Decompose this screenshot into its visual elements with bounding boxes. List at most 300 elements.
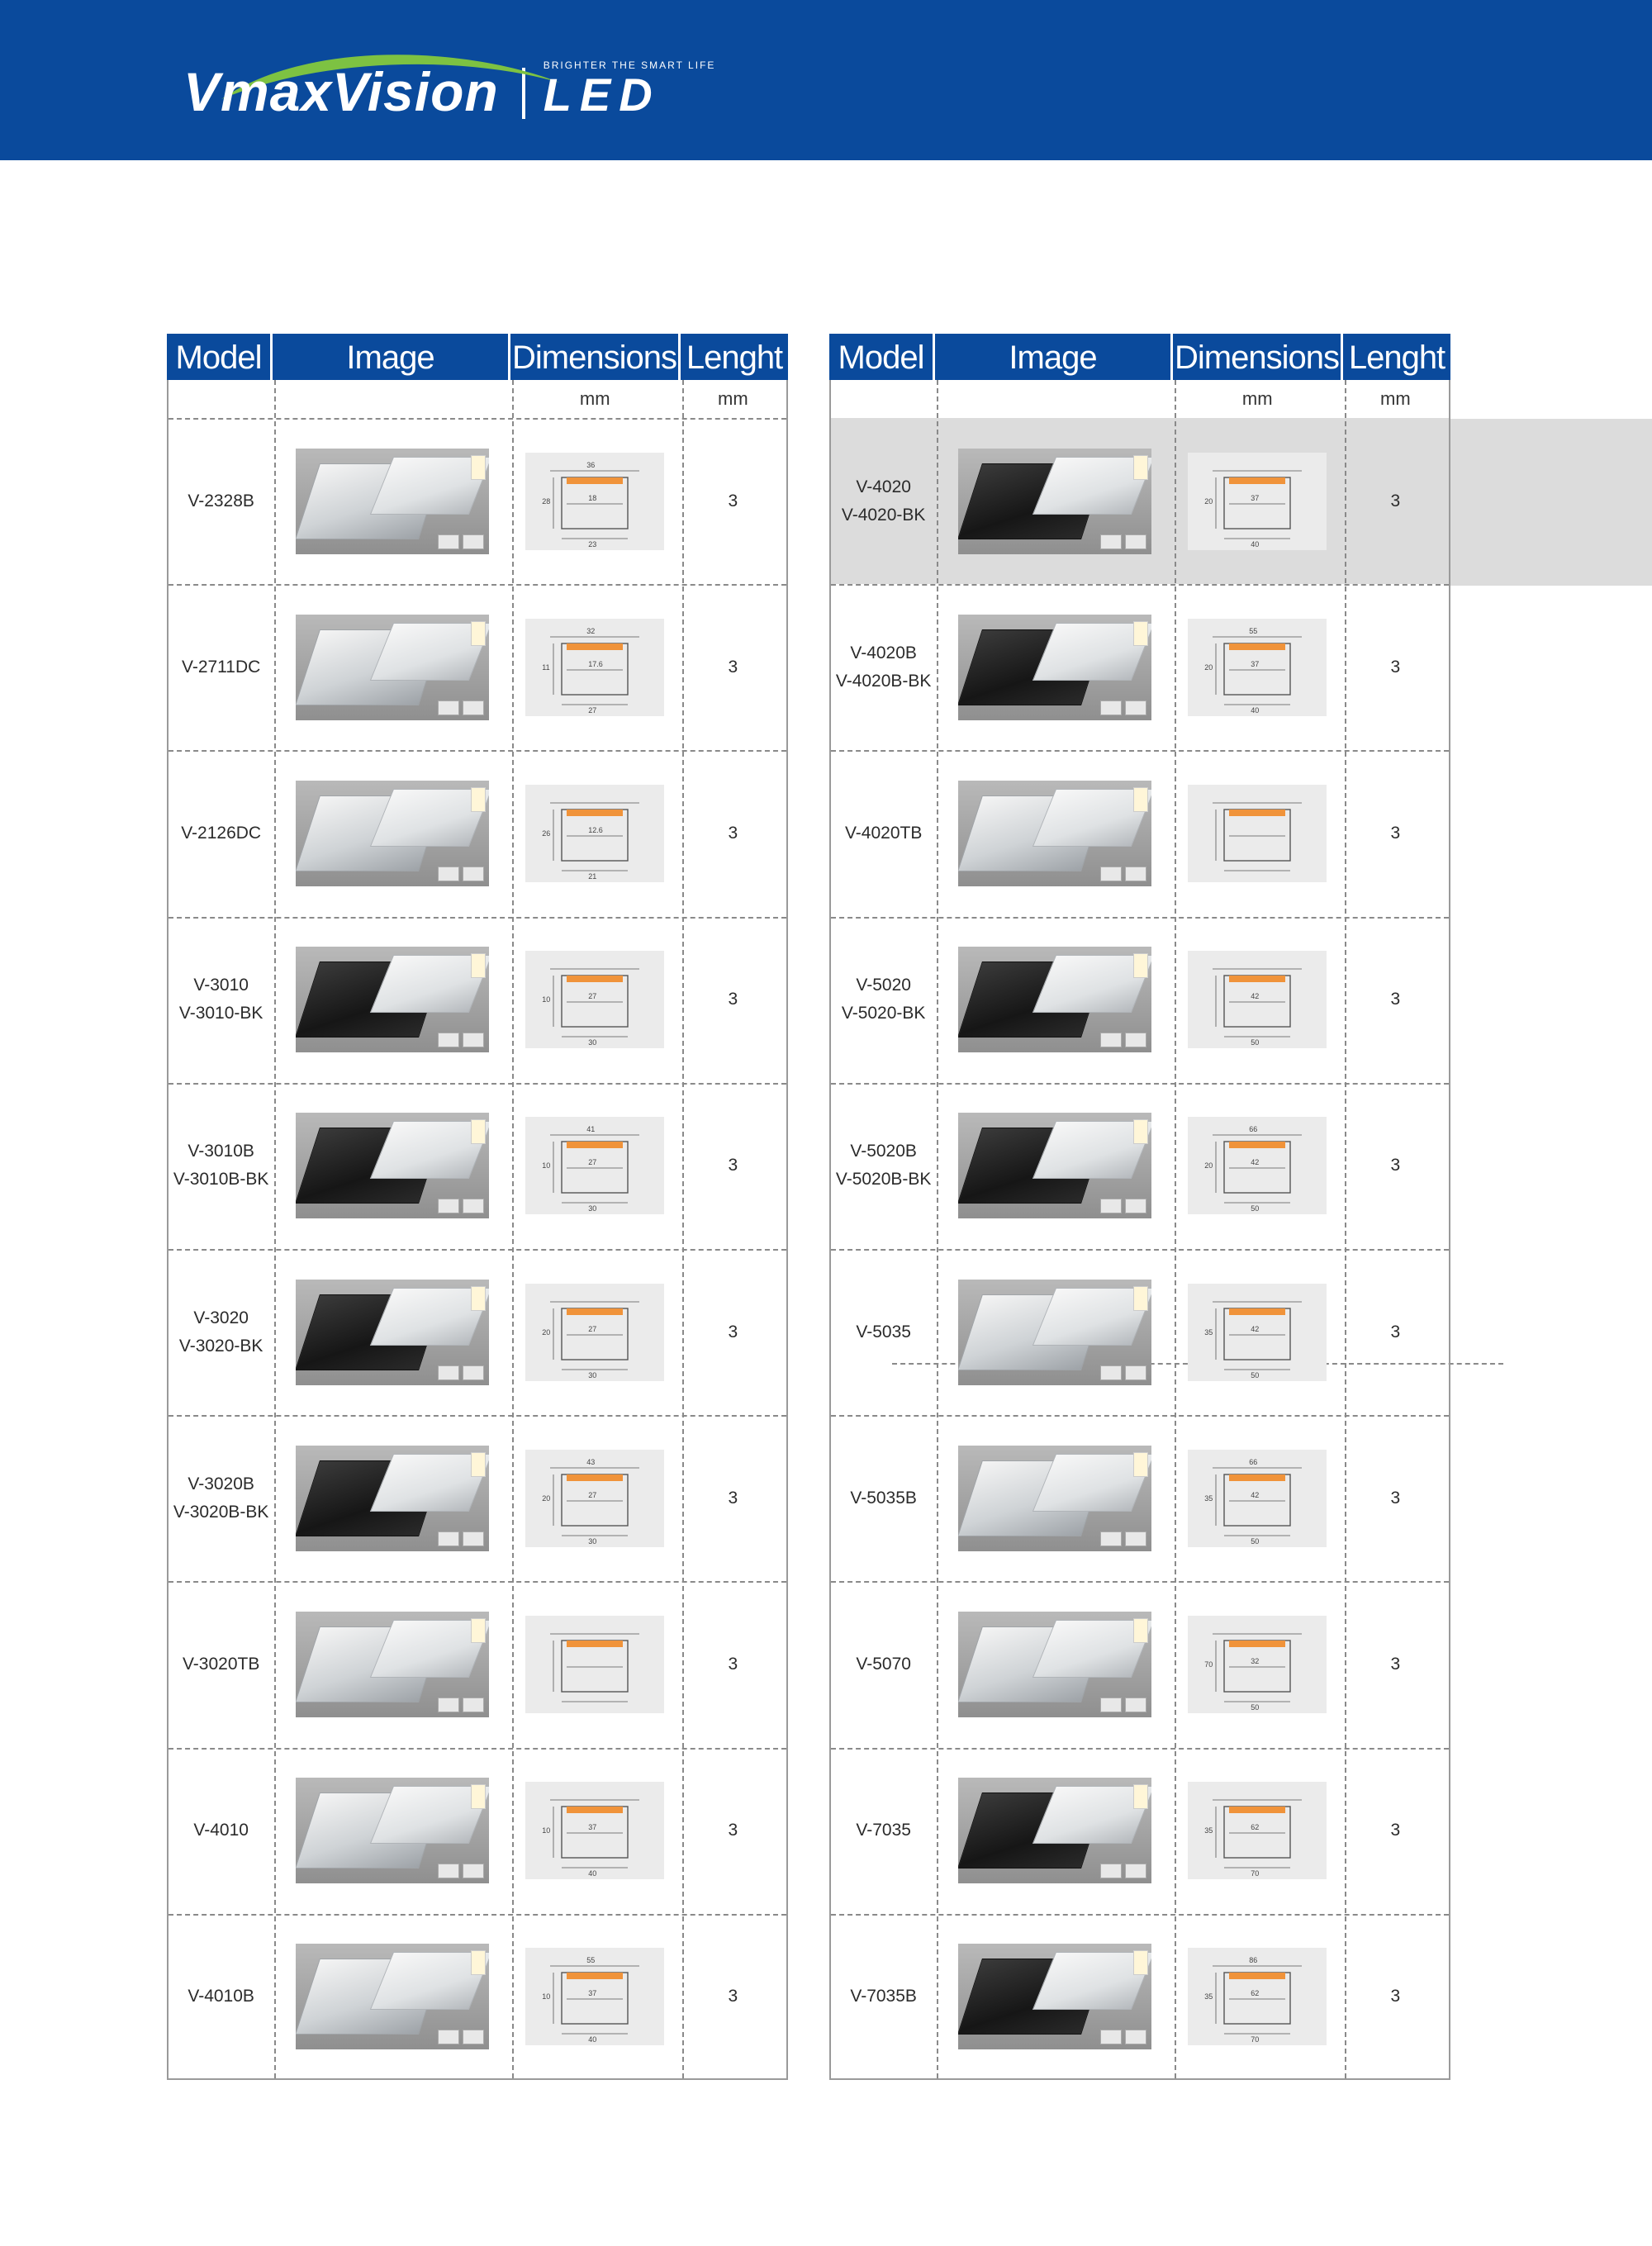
end-cap-icon — [463, 1199, 484, 1213]
table-row — [831, 1249, 1449, 1415]
dimension-drawing — [1188, 785, 1327, 882]
model-name: V-3020B — [188, 1474, 254, 1493]
table-row — [831, 1914, 1449, 2080]
dimension-label: 40 — [588, 1869, 597, 1878]
mounting-clip-icon — [1100, 534, 1122, 549]
dimension-label: 30 — [588, 1536, 597, 1546]
dimension-label: 27 — [588, 1490, 597, 1499]
end-cap-icon — [463, 1864, 484, 1878]
dimension-drawing — [525, 1284, 664, 1381]
dimension-label: 37 — [588, 1823, 597, 1832]
length-cell — [680, 1083, 786, 1249]
end-cap-icon — [463, 1365, 484, 1380]
mounting-clip-icon — [1100, 1365, 1122, 1380]
length-value: 3 — [1390, 1488, 1401, 1508]
dimension-label: 37 — [1251, 493, 1260, 502]
dimension-label: 20 — [1204, 1161, 1213, 1170]
length-cell — [1342, 1914, 1449, 2080]
dimensions-cell — [510, 1083, 680, 1249]
table-row — [831, 917, 1449, 1083]
dimension-label: 50 — [1251, 1536, 1260, 1546]
model-name: V-3010B-BK — [173, 1170, 269, 1189]
image-cell — [936, 1415, 1172, 1581]
image-cell — [273, 418, 510, 584]
header-model: Model — [167, 334, 273, 380]
image-cell — [273, 750, 510, 916]
product-photo — [958, 1446, 1151, 1551]
table-row — [831, 418, 1449, 584]
product-photo — [958, 1280, 1151, 1385]
model-name: V-5035 — [856, 1322, 911, 1341]
length-cell — [680, 418, 786, 584]
dimension-label: 55 — [1249, 626, 1258, 635]
dimension-label: 70 — [1251, 2035, 1260, 2044]
model-name: V-5070 — [856, 1654, 911, 1674]
table-row — [169, 1748, 786, 1914]
model-cell — [169, 584, 273, 750]
dimensions-cell — [510, 1415, 680, 1581]
dimension-label: 70 — [1204, 1660, 1213, 1669]
dimension-drawing — [1188, 1782, 1327, 1879]
led-strip-icon — [1133, 1784, 1148, 1809]
led-strip-icon — [1133, 1452, 1148, 1477]
led-strip-icon — [471, 787, 486, 812]
model-cell — [831, 1083, 936, 1249]
dimensions-cell — [510, 1914, 680, 2080]
dimension-label: 40 — [1251, 539, 1260, 548]
length-cell — [680, 917, 786, 1083]
dimension-label: 10 — [542, 1826, 551, 1835]
model-cell — [169, 917, 273, 1083]
dimension-label: 28 — [542, 496, 551, 506]
dimension-label: 42 — [1251, 1324, 1260, 1333]
dimensions-cell — [1173, 1415, 1342, 1581]
dimensions-cell — [1173, 1581, 1342, 1747]
model-name: V-3020-BK — [178, 1336, 263, 1356]
dimension-label: 30 — [588, 1204, 597, 1213]
dimension-label: 18 — [588, 493, 597, 502]
column-divider — [1345, 380, 1346, 2078]
length-value: 3 — [728, 657, 738, 677]
image-cell — [936, 1083, 1172, 1249]
model-cell — [169, 1581, 273, 1747]
table-row — [169, 418, 786, 584]
model-cell — [169, 1914, 273, 2080]
image-cell — [273, 917, 510, 1083]
dimension-drawing — [525, 453, 664, 550]
model-name: V-4020TB — [844, 823, 923, 843]
dimensions-cell — [1173, 584, 1342, 750]
length-cell — [1342, 1748, 1449, 1914]
mounting-clip-icon — [438, 1199, 459, 1213]
dimension-label: 40 — [1251, 705, 1260, 715]
model-name: V-4010 — [193, 1821, 249, 1840]
image-cell — [273, 584, 510, 750]
model-name: V-2711DC — [181, 657, 261, 677]
dimensions-cell — [510, 584, 680, 750]
length-cell — [680, 1581, 786, 1747]
dimension-label: 55 — [586, 1956, 596, 1965]
dimension-label: 20 — [1204, 662, 1213, 672]
image-cell — [273, 1581, 510, 1747]
length-cell — [1342, 1581, 1449, 1747]
dimension-drawing — [525, 951, 664, 1048]
dimension-label: 35 — [1204, 1992, 1213, 2001]
profile-section-drawing — [1188, 785, 1327, 882]
dimension-label: 10 — [542, 995, 551, 1004]
length-cell — [680, 1748, 786, 1914]
dimension-label: 20 — [542, 1327, 551, 1337]
dimensions-cell — [510, 1748, 680, 1914]
dimension-drawing — [525, 1616, 664, 1713]
brand-product-line: LED — [543, 69, 661, 121]
length-value: 3 — [1390, 1821, 1401, 1840]
header-model: Model — [829, 334, 935, 380]
led-strip-icon — [471, 1286, 486, 1311]
model-name: V-5020B-BK — [835, 1170, 932, 1189]
column-divider — [937, 380, 938, 2078]
led-strip-icon — [1133, 787, 1148, 812]
header-dimensions: Dimensions — [510, 334, 681, 380]
image-cell — [936, 1249, 1172, 1415]
length-value: 3 — [728, 1987, 738, 2006]
length-value: 3 — [1390, 1156, 1401, 1175]
dimension-label: 42 — [1251, 1490, 1260, 1499]
table-row — [169, 1083, 786, 1249]
header-length: Lenght — [686, 340, 783, 376]
model-cell — [831, 584, 936, 750]
dimensions-cell — [510, 750, 680, 916]
led-strip-icon — [471, 1950, 486, 1975]
led-strip-icon — [1133, 1950, 1148, 1975]
dimension-label: 36 — [586, 460, 596, 469]
column-divider — [512, 380, 514, 2078]
product-photo — [296, 1612, 489, 1717]
dimension-label: 11 — [542, 662, 550, 672]
dimension-label: 35 — [1204, 1493, 1213, 1503]
image-cell — [936, 1914, 1172, 2080]
led-strip-icon — [471, 1784, 486, 1809]
brand-name: VmaxVision — [183, 61, 499, 122]
model-name: V-2126DC — [181, 823, 262, 843]
dimension-drawing — [1188, 1948, 1327, 2045]
model-cell — [169, 1083, 273, 1249]
dimension-label: 42 — [1251, 992, 1260, 1001]
model-cell — [831, 1748, 936, 1914]
column-divider — [1175, 380, 1176, 2078]
dimension-label: 12.6 — [588, 825, 603, 834]
end-cap-icon — [1125, 1531, 1146, 1546]
model-name: V-5035B — [850, 1488, 917, 1508]
mounting-clip-icon — [438, 1698, 459, 1712]
length-cell — [1342, 1415, 1449, 1581]
dimension-label: 21 — [588, 871, 597, 881]
mounting-clip-icon — [1100, 2030, 1122, 2044]
length-value: 3 — [728, 1156, 738, 1175]
header-image: Image — [935, 334, 1173, 380]
model-name: V-3010 — [193, 976, 249, 995]
model-name: V-3020 — [193, 1308, 249, 1327]
mounting-clip-icon — [438, 700, 459, 715]
dimensions-cell — [510, 1249, 680, 1415]
end-cap-icon — [463, 1033, 484, 1047]
table-row — [831, 1581, 1449, 1747]
mounting-clip-icon — [1100, 1698, 1122, 1712]
table-row — [169, 584, 786, 750]
dimension-drawing — [525, 1117, 664, 1214]
model-cell — [831, 1249, 936, 1415]
dimension-label: 62 — [1251, 1823, 1260, 1832]
header-image: Image — [273, 334, 510, 380]
dimension-label: 62 — [1251, 1989, 1260, 1998]
length-cell — [1342, 418, 1449, 584]
dimensions-cell — [1173, 1083, 1342, 1249]
image-cell — [936, 1581, 1172, 1747]
product-photo — [296, 1944, 489, 2049]
model-name: V-3020B-BK — [173, 1502, 269, 1522]
dimension-label: 37 — [588, 1989, 597, 1998]
model-name: V-4010B — [188, 1987, 254, 2006]
led-strip-icon — [471, 1119, 486, 1144]
dimensions-cell — [1173, 750, 1342, 916]
end-cap-icon — [463, 2030, 484, 2044]
length-cell — [680, 1249, 786, 1415]
length-cell — [680, 584, 786, 750]
dimension-drawing — [1188, 619, 1327, 716]
table-header — [829, 334, 1450, 380]
product-photo — [296, 1778, 489, 1883]
length-cell — [1342, 750, 1449, 916]
length-value: 3 — [1390, 1654, 1401, 1674]
dimension-label: 30 — [588, 1038, 597, 1047]
model-name: V-4020-BK — [841, 505, 926, 525]
end-cap-icon — [1125, 1698, 1146, 1712]
dimension-drawing — [1188, 453, 1327, 550]
dimensions-cell — [510, 1581, 680, 1747]
header-length: Lenght — [1348, 340, 1446, 376]
image-cell — [273, 1748, 510, 1914]
length-cell — [1342, 917, 1449, 1083]
image-cell — [273, 1415, 510, 1581]
mounting-clip-icon — [1100, 1864, 1122, 1878]
model-cell — [831, 418, 936, 584]
dimension-label: 20 — [542, 1493, 551, 1503]
end-cap-icon — [463, 534, 484, 549]
spec-table-right — [829, 334, 1450, 2080]
model-cell — [831, 1581, 936, 1747]
product-photo — [958, 781, 1151, 886]
product-photo — [296, 615, 489, 720]
model-cell — [169, 750, 273, 916]
dimension-drawing — [525, 1948, 664, 2045]
table-row — [831, 750, 1449, 916]
model-name: V-5020B — [850, 1142, 917, 1161]
length-cell — [1342, 1249, 1449, 1415]
table-row — [169, 1581, 786, 1747]
led-strip-icon — [1133, 621, 1148, 646]
end-cap-icon — [1125, 1864, 1146, 1878]
length-value: 3 — [1390, 1987, 1401, 2006]
mounting-clip-icon — [1100, 867, 1122, 881]
length-value: 3 — [728, 1821, 738, 1840]
dimension-label: 20 — [1204, 496, 1213, 506]
image-cell — [273, 1249, 510, 1415]
model-cell — [169, 1415, 273, 1581]
dimension-label: 40 — [588, 2035, 597, 2044]
product-photo — [958, 449, 1151, 554]
dimensions-cell — [510, 418, 680, 584]
end-cap-icon — [1125, 534, 1146, 549]
dimensions-cell — [1173, 1748, 1342, 1914]
spec-table-left — [167, 334, 788, 2080]
mounting-clip-icon — [438, 867, 459, 881]
dimension-label: 30 — [588, 1370, 597, 1379]
length-value: 3 — [728, 990, 738, 1009]
model-name: V-5020-BK — [841, 1004, 926, 1023]
table-row — [831, 584, 1449, 750]
image-cell — [936, 917, 1172, 1083]
dimension-label: 10 — [542, 1992, 551, 2001]
table-row — [831, 1415, 1449, 1581]
mounting-clip-icon — [1100, 1531, 1122, 1546]
end-cap-icon — [1125, 1033, 1146, 1047]
image-cell — [936, 750, 1172, 916]
model-name: V-5020 — [856, 976, 911, 995]
unit-length: mm — [1380, 388, 1411, 409]
end-cap-icon — [1125, 700, 1146, 715]
length-value: 3 — [728, 1654, 738, 1674]
dimension-label: 50 — [1251, 1370, 1260, 1379]
mounting-clip-icon — [438, 1864, 459, 1878]
model-name: V-3010B — [188, 1142, 254, 1161]
end-cap-icon — [463, 867, 484, 881]
dimension-label: 27 — [588, 705, 597, 715]
length-value: 3 — [1390, 657, 1401, 677]
table-row — [169, 1914, 786, 2080]
model-cell — [169, 1249, 273, 1415]
dimension-drawing — [525, 619, 664, 716]
dimension-drawing — [1188, 1616, 1327, 1713]
unit-length: mm — [718, 388, 748, 409]
mounting-clip-icon — [438, 1033, 459, 1047]
model-name: V-4020 — [856, 477, 911, 496]
dimension-label: 32 — [1251, 1656, 1260, 1665]
led-strip-icon — [471, 1452, 486, 1477]
model-cell — [169, 418, 273, 584]
dimension-drawing — [525, 1782, 664, 1879]
dimension-label: 37 — [1251, 659, 1260, 668]
model-name: V-7035 — [856, 1821, 911, 1840]
mounting-clip-icon — [438, 534, 459, 549]
product-photo — [296, 449, 489, 554]
model-name: V-4020B-BK — [835, 671, 932, 691]
units-row — [169, 380, 786, 418]
dimension-label: 70 — [1251, 1869, 1260, 1878]
image-cell — [936, 418, 1172, 584]
model-cell — [169, 1748, 273, 1914]
length-cell — [1342, 584, 1449, 750]
brand-logo — [183, 46, 715, 129]
table-row — [169, 1249, 786, 1415]
product-photo — [958, 1944, 1151, 2049]
end-cap-icon — [1125, 1199, 1146, 1213]
dimension-label: 35 — [1204, 1826, 1213, 1835]
image-cell — [273, 1914, 510, 2080]
model-cell — [831, 750, 936, 916]
end-cap-icon — [463, 700, 484, 715]
dimensions-cell — [1173, 1914, 1342, 2080]
led-strip-icon — [1133, 1286, 1148, 1311]
led-strip-icon — [471, 455, 486, 480]
length-cell — [680, 1415, 786, 1581]
image-cell — [273, 1083, 510, 1249]
table-row — [831, 1748, 1449, 1914]
led-strip-icon — [1133, 455, 1148, 480]
dimension-label: 66 — [1249, 1125, 1258, 1134]
dimension-label: 27 — [588, 1158, 597, 1167]
model-name: V-3020TB — [182, 1654, 260, 1674]
led-strip-icon — [1133, 953, 1148, 978]
dimensions-cell — [1173, 1249, 1342, 1415]
length-cell — [680, 1914, 786, 2080]
mounting-clip-icon — [438, 2030, 459, 2044]
dimension-label: 27 — [588, 992, 597, 1001]
led-strip-icon — [471, 953, 486, 978]
product-photo — [296, 1446, 489, 1551]
product-photo — [958, 1113, 1151, 1218]
column-divider — [274, 380, 276, 2078]
product-photo — [296, 947, 489, 1052]
length-value: 3 — [1390, 1322, 1401, 1341]
dimension-label: 26 — [542, 829, 551, 838]
product-photo — [296, 1280, 489, 1385]
dimension-drawing — [1188, 1284, 1327, 1381]
header-dimensions: Dimensions — [1173, 334, 1343, 380]
side-highlight-band — [1449, 419, 1652, 586]
product-photo — [958, 1778, 1151, 1883]
dimension-label: 35 — [1204, 1327, 1213, 1337]
length-value: 3 — [728, 1322, 738, 1341]
dimension-drawing — [1188, 1450, 1327, 1547]
end-cap-icon — [1125, 1365, 1146, 1380]
length-value: 3 — [728, 1488, 738, 1508]
length-value: 3 — [1390, 491, 1401, 510]
model-name: V-2328B — [188, 491, 254, 510]
table-row — [169, 917, 786, 1083]
dimension-label: 50 — [1251, 1204, 1260, 1213]
unit-dimensions: mm — [1241, 388, 1273, 409]
dimension-label: 32 — [586, 626, 596, 635]
mounting-clip-icon — [438, 1365, 459, 1380]
dimensions-cell — [510, 917, 680, 1083]
model-cell — [831, 1914, 936, 2080]
model-name: V-3010-BK — [178, 1004, 263, 1023]
dimension-label: 43 — [586, 1457, 596, 1466]
table-row — [169, 1415, 786, 1581]
length-value: 3 — [1390, 990, 1401, 1009]
product-photo — [296, 781, 489, 886]
units-row — [831, 380, 1449, 418]
dimension-drawing — [1188, 951, 1327, 1048]
dimension-label: 50 — [1251, 1038, 1260, 1047]
length-value: 3 — [728, 823, 738, 843]
table-header — [167, 334, 788, 380]
led-strip-icon — [1133, 1119, 1148, 1144]
image-cell — [936, 1748, 1172, 1914]
led-strip-icon — [471, 621, 486, 646]
dimension-label: 27 — [588, 1324, 597, 1333]
product-photo — [296, 1113, 489, 1218]
